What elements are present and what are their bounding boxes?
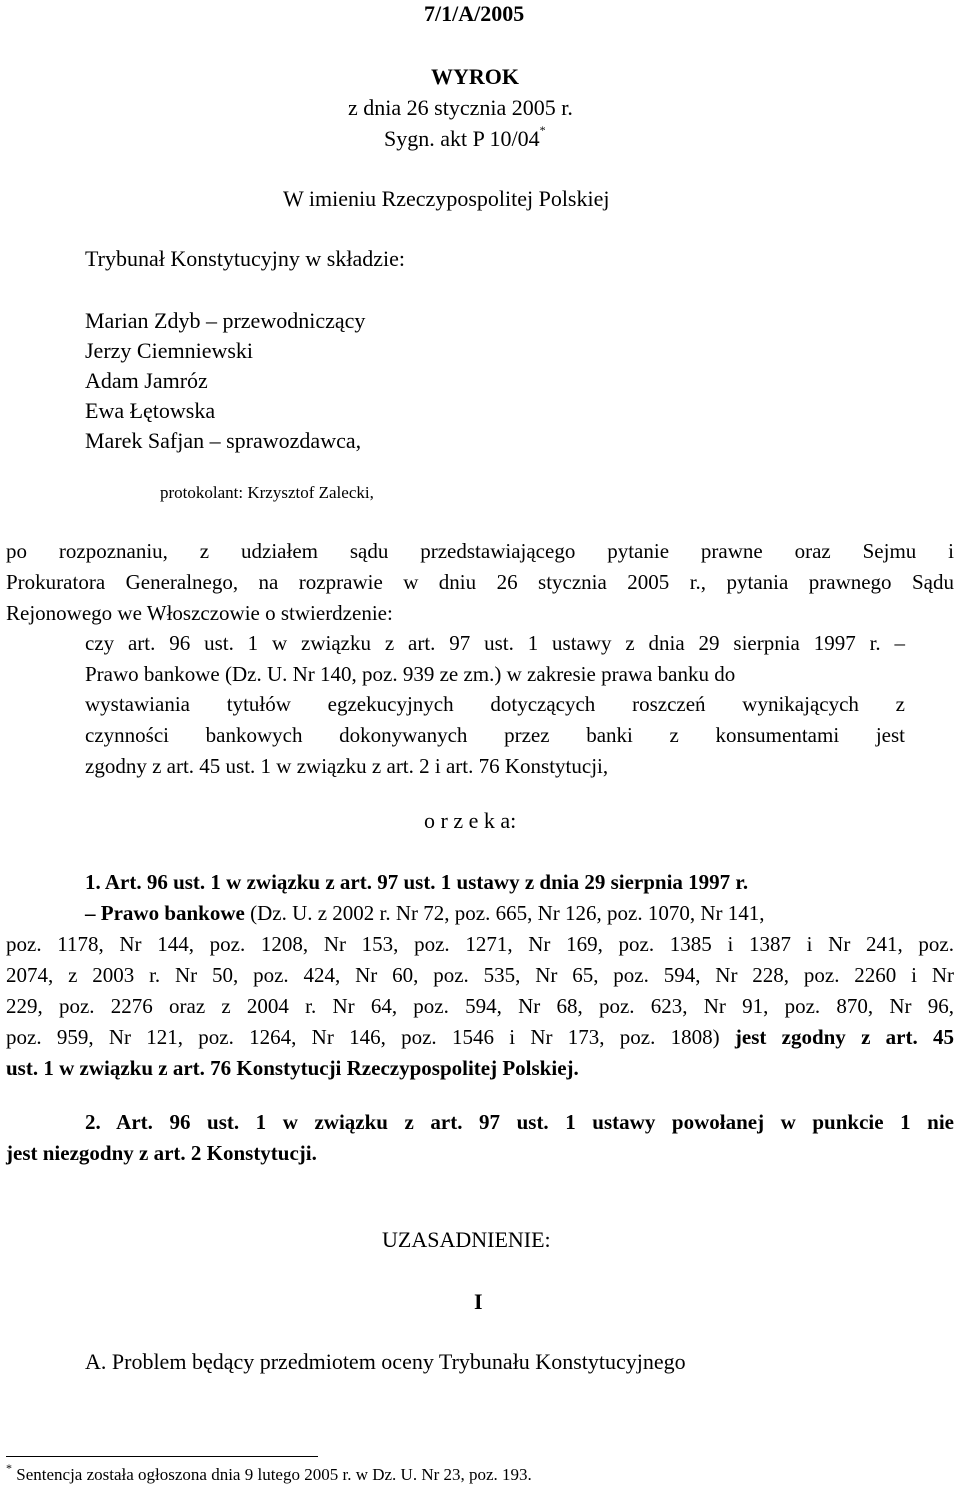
ruling-2-line: 2. Art. 96 ust. 1 w związku z art. 97 ust. 1 ustawy powołanej w punkcie 1 nie [85,1110,954,1134]
bench-member: Adam Jamróz [85,368,208,393]
case-signature: Sygn. akt P 10/04* [384,123,546,151]
judgment-title: WYROK [431,64,519,89]
ruling-1-line: 2074, z 2003 r. Nr 50, poz. 424, Nr 60, poz. 535, Nr 65, poz. 594, Nr 228, poz. 2260 i Nr [6,963,954,987]
proceedings-line: po rozpoznaniu, z udziałem sądu przedstawiającego pytanie prawne oraz Sejmu i [6,539,954,563]
question-line: czynności bankowych dokonywanych przez banki z konsumentami jest [85,723,905,747]
invocation: W imieniu Rzeczypospolitej Polskiej [283,186,610,211]
court-clerk: protokolant: Krzysztof Zalecki, [160,483,374,502]
ruling-1-line: 1. Art. 96 ust. 1 w związku z art. 97 ust. 1 ustawy z dnia 29 sierpnia 1997 r. [85,870,749,894]
footnote-marker: * [539,123,546,137]
bench-intro: Trybunał Konstytucyjny w składzie: [85,246,405,271]
footnote-rule [6,1456,318,1457]
bench-member: Jerzy Ciemniewski [85,338,254,363]
section-subheading: A. Problem będący przedmiotem oceny Trybunału Konstytucyjnego [85,1349,686,1374]
question-line: wystawiania tytułów egzekucyjnych dotyczących roszczeń wynikających z [85,692,905,716]
ruling-1-line: – Prawo bankowe (Dz. U. z 2002 r. Nr 72, poz. 665, Nr 126, poz. 1070, Nr 141, [85,901,765,925]
bench-member: Ewa Łętowska [85,398,216,423]
ruling-1-line: 229, poz. 2276 oraz z 2004 r. Nr 64, poz. 594, Nr 68, poz. 623, Nr 91, poz. 870, Nr 96, [6,994,954,1018]
ruling-1-line: ust. 1 w związku z art. 76 Konstytucji Rzeczypospolitej Polskiej. [6,1056,579,1080]
proceedings-line: Prokuratora Generalnego, na rozprawie w dniu 26 stycznia 2005 r., pytania prawnego Sądu [6,570,954,594]
question-line: zgodny z art. 45 ust. 1 w związku z art. 2 i art. 76 Konstytucji, [85,754,609,778]
ruling-1-line: poz. 959, Nr 121, poz. 1264, Nr 146, poz. 1546 i Nr 173, poz. 1808) jest zgodny z art. 45 [6,1025,954,1049]
case-code: 7/1/A/2005 [424,1,525,26]
justification-heading: UZASADNIENIE: [382,1227,551,1252]
proceedings-line: Rejonowego we Włoszczowie o stwierdzenie: [6,601,393,625]
ruling-1-line: poz. 1178, Nr 144, poz. 1208, Nr 153, poz. 1271, Nr 169, poz. 1385 i 1387 i Nr 241, poz. [6,932,954,956]
question-line: czy art. 96 ust. 1 w związku z art. 97 ust. 1 ustawy z dnia 29 sierpnia 1997 r. – [85,631,905,655]
ruling-heading: o r z e k a: [424,808,517,833]
judgment-date: z dnia 26 stycznia 2005 r. [348,95,573,120]
bench-member: Marian Zdyb – przewodniczący [85,308,366,333]
footnote: * Sentencja została ogłoszona dnia 9 lutego 2005 r. w Dz. U. Nr 23, poz. 193. [6,1461,532,1484]
ruling-2-line: jest niezgodny z art. 2 Konstytucji. [6,1141,317,1165]
bench-member: Marek Safjan – sprawozdawca, [85,428,362,453]
question-line: Prawo bankowe (Dz. U. Nr 140, poz. 939 ze zm.) w zakresie prawa banku do [85,662,736,686]
section-number: I [474,1289,483,1314]
footnote-marker: * [6,1461,12,1475]
